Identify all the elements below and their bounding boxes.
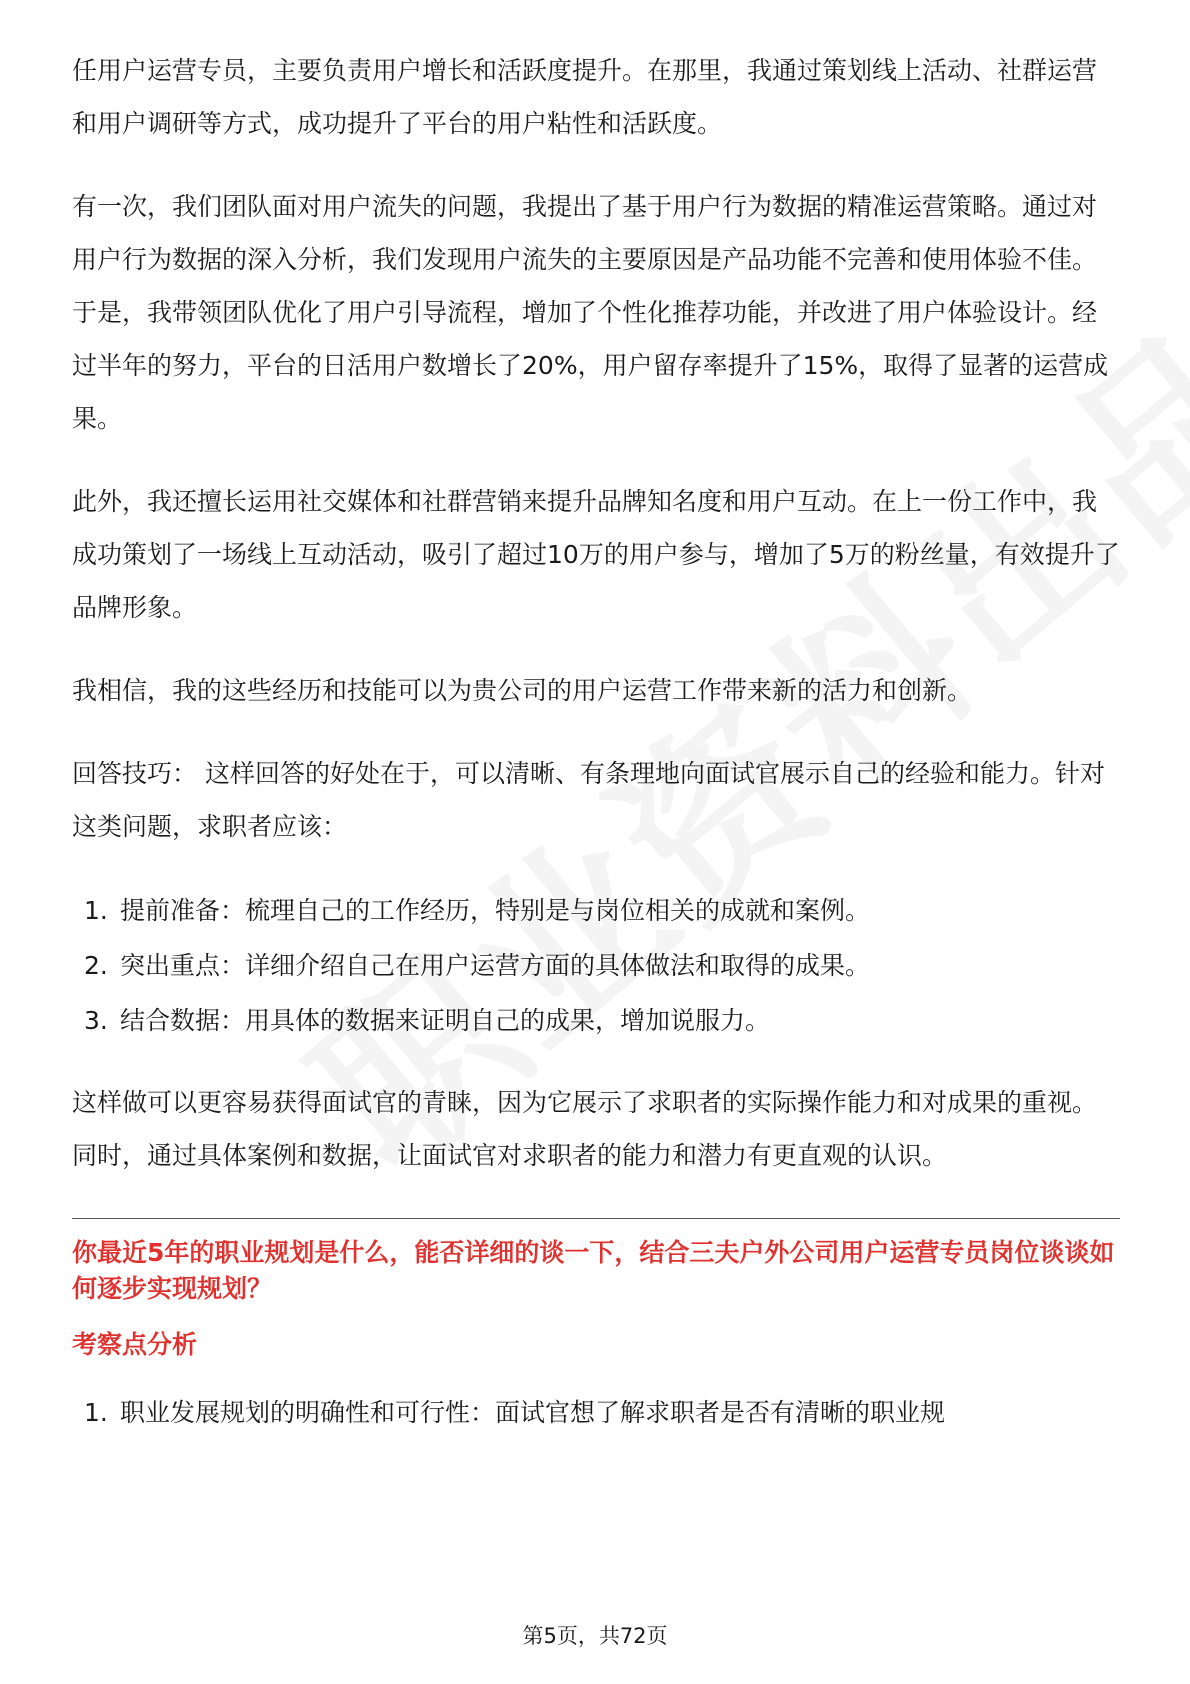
page-content	[72, 44, 1120, 1468]
analysis-list	[72, 1385, 1120, 1440]
paragraph-experience: 任用户运营专员，主要负责用户增长和活跃度提升。在那里，我通过策划线上活动、社群运营和用户调研等方式，成功提升了平台的用户粘性和活跃度。	[72, 56, 1098, 138]
analysis-heading: 考察点分析	[72, 1330, 198, 1359]
list-item-text: 突出重点：详细介绍自己在用户运营方面的具体做法和取得的成果。	[120, 951, 871, 980]
paragraph-belief: 我相信，我的这些经历和技能可以为贵公司的用户运营工作带来新的活力和创新。	[72, 676, 973, 705]
page-number-footer: 第5页，共72页	[522, 1624, 668, 1648]
paragraph-social-media: 此外，我还擅长运用社交媒体和社群营销来提升品牌知名度和用户互动。在上一份工作中，我成功策划了一场线上互动活动，吸引了超过10万的用户参与，增加了5万的粉丝量，有效提升了品牌形象。	[72, 487, 1120, 622]
list-item	[72, 883, 1120, 938]
list-item-text: 结合数据：用具体的数据来证明自己的成果，增加说服力。	[120, 1006, 771, 1035]
list-item-number: 1.	[84, 896, 108, 925]
list-item-number: 1.	[84, 1398, 108, 1427]
list-item-text: 职业发展规划的明确性和可行性：面试官想了解求职者是否有清晰的职业规	[120, 1398, 946, 1427]
list-item-text: 提前准备：梳理自己的工作经历，特别是与岗位相关的成就和案例。	[120, 896, 871, 925]
paragraph-answer-tips: 回答技巧： 这样回答的好处在于，可以清晰、有条理地向面试官展示自己的经验和能力。针对这类问题，求职者应该：	[72, 759, 1105, 841]
section-divider	[72, 1218, 1120, 1219]
paragraph-user-churn: 有一次，我们团队面对用户流失的问题，我提出了基于用户行为数据的精准运营策略。通过对用户行为数据的深入分析，我们发现用户流失的主要原因是产品功能不完善和使用体验不佳。于是，我带领团队优化了用户引导流程，增加了个性化推荐功能，并改进了用户体验设计。经过半年的努力，平台的日活用户数增长了20%，用户留存率提升了15%，取得了显著的运营成果。	[72, 192, 1109, 433]
list-item	[72, 938, 1120, 993]
list-item	[72, 993, 1120, 1048]
list-item-number: 2.	[84, 951, 108, 980]
tips-list	[72, 883, 1120, 1048]
list-item-number: 3.	[84, 1006, 108, 1035]
list-item	[72, 1385, 1120, 1440]
interview-question: 你最近5年的职业规划是什么，能否详细的谈一下，结合三夫户外公司用户运营专员岗位谈谈如何逐步实现规划？	[72, 1238, 1115, 1303]
paragraph-closing: 这样做可以更容易获得面试官的青睐，因为它展示了求职者的实际操作能力和对成果的重视。同时，通过具体案例和数据，让面试官对求职者的能力和潜力有更直观的认识。	[72, 1088, 1098, 1170]
